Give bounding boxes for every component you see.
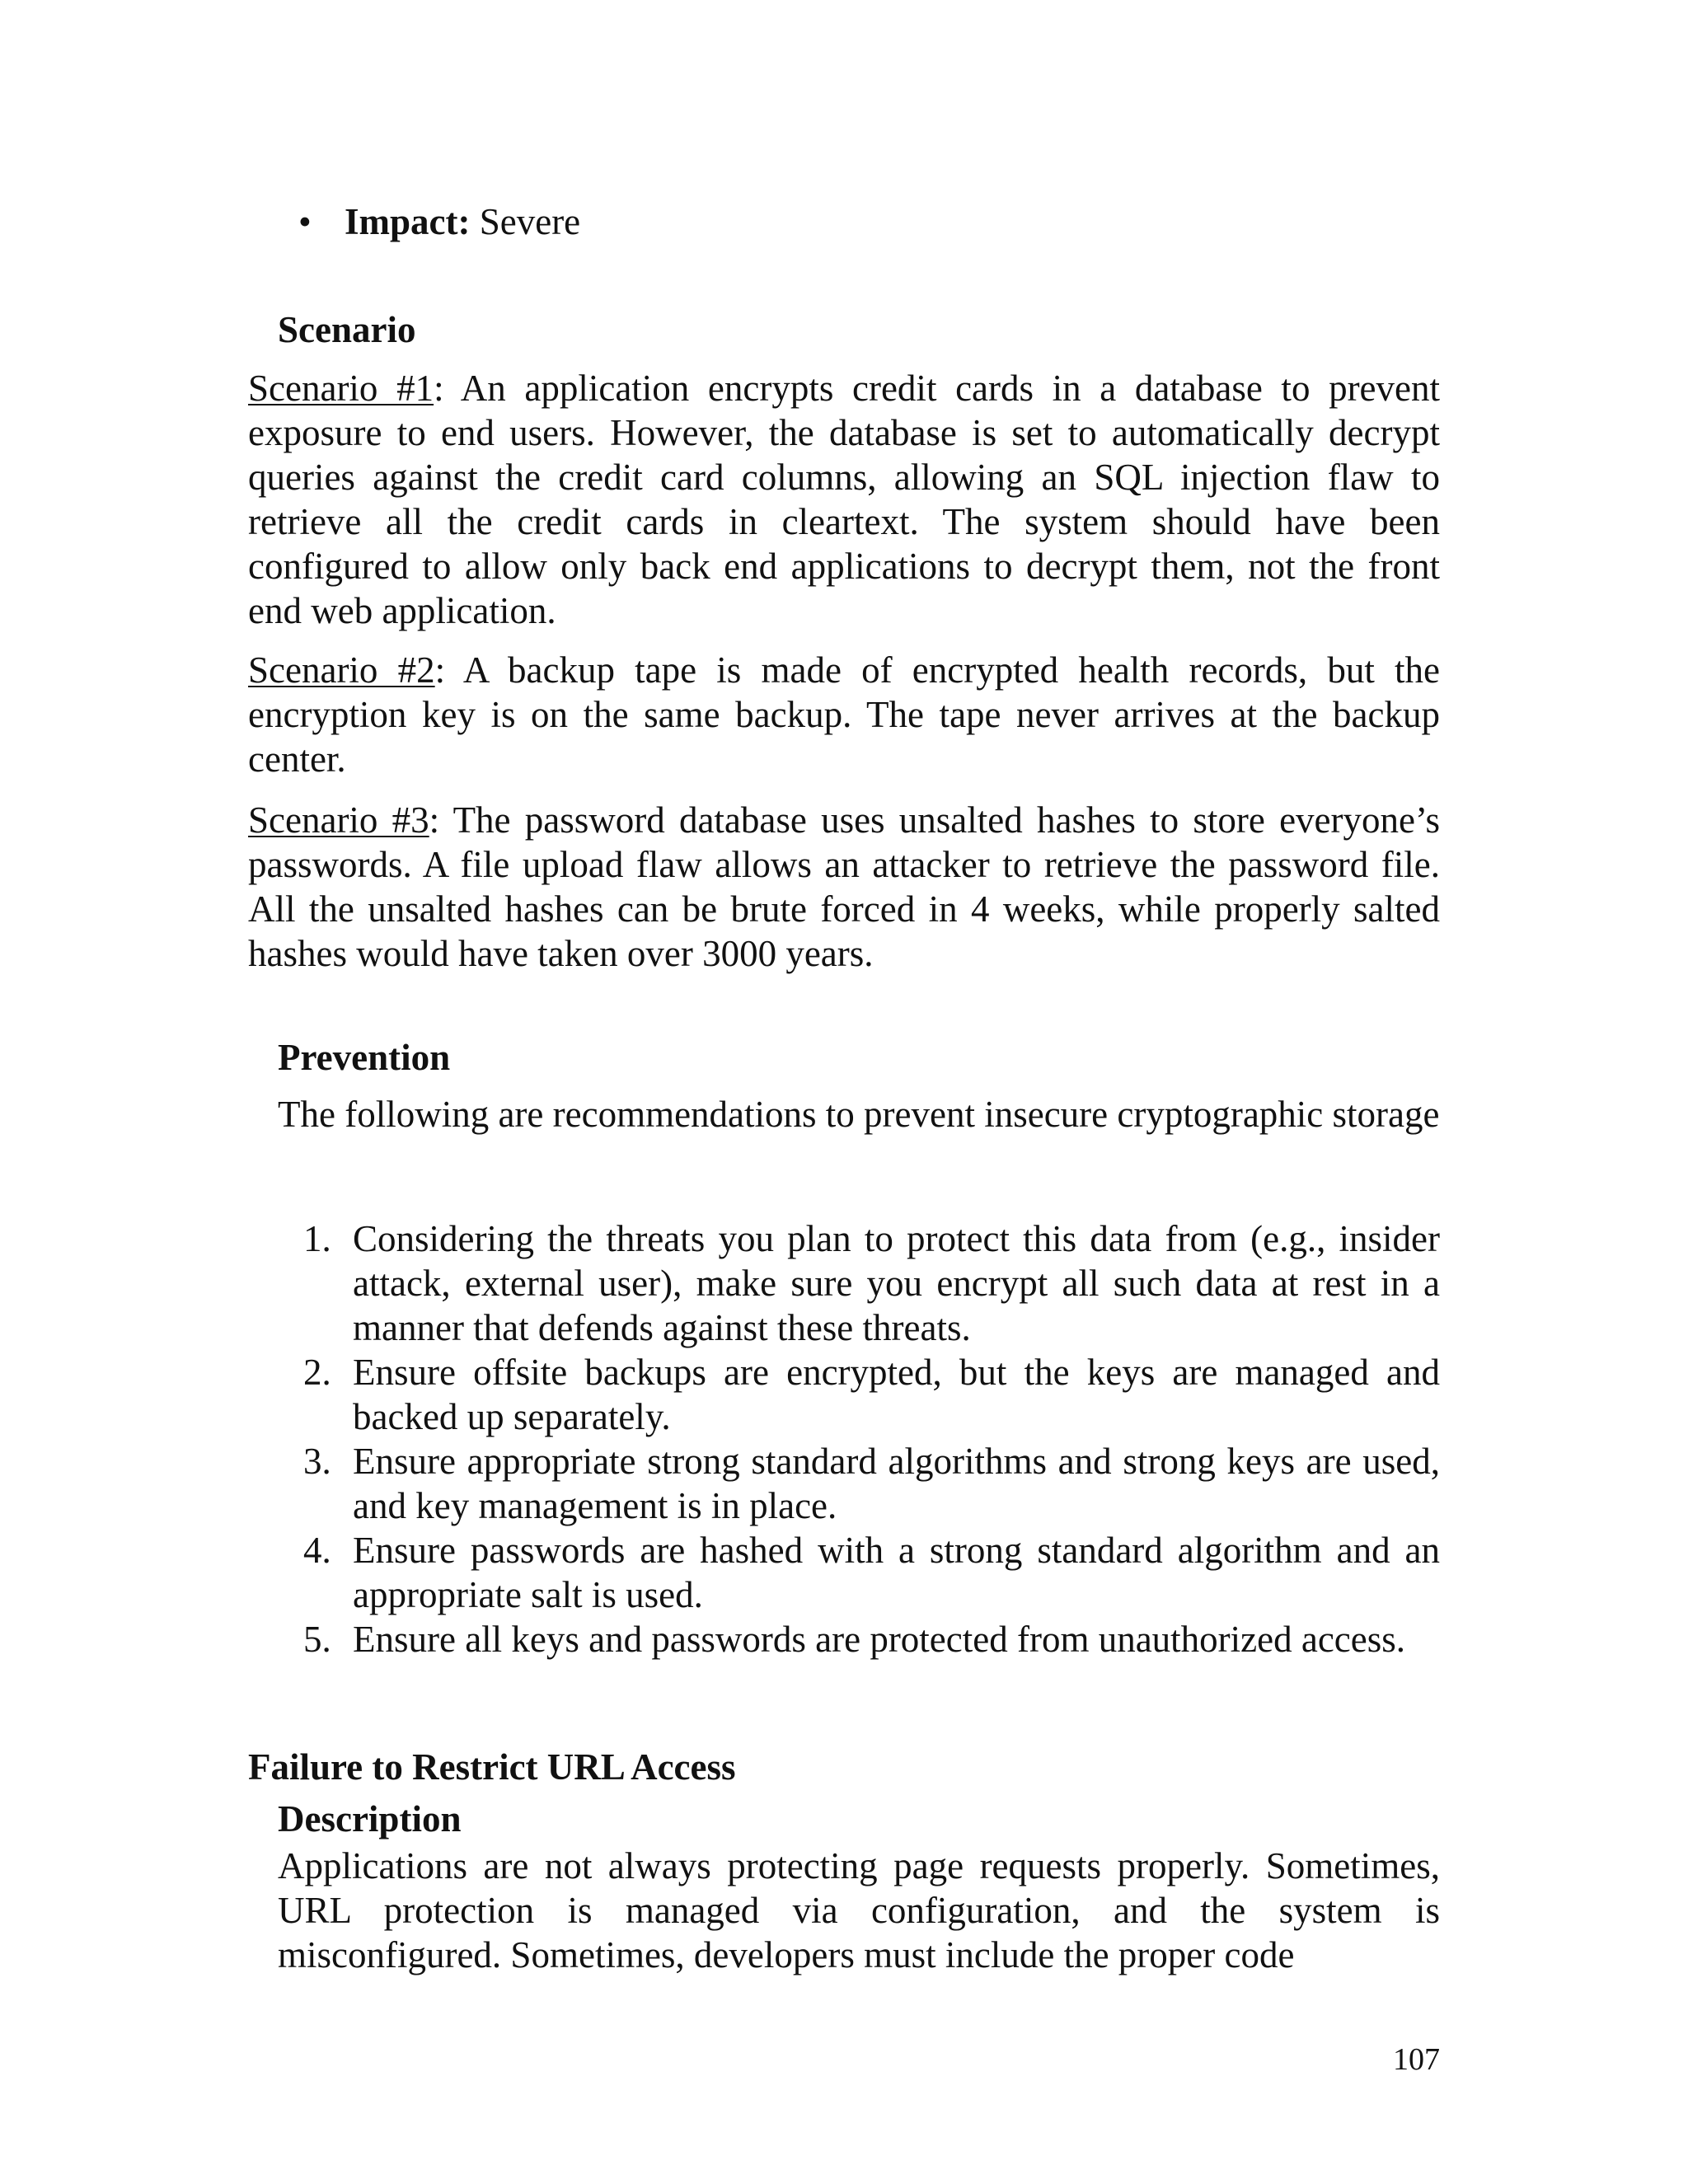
prevention-text-5: Ensure all keys and passwords are protected from unauthorized access. — [353, 1619, 1406, 1660]
prevention-number-1: 1. — [303, 1218, 331, 1259]
description-paragraph: Applications are not always protecting page requests properly. Sometimes, URL protection is managed via configuration, and the system is misconfigured. Sometimes, developers must include the proper code — [278, 1845, 1440, 1975]
impact-value: Severe — [470, 201, 581, 242]
scenario-paragraph-1 — [248, 366, 1440, 633]
prevention-text-1: Considering the threats you plan to protect this data from (e.g., insider attack, external user), make sure you encrypt all such data at rest in a manner that defends against these threats. — [353, 1218, 1440, 1348]
prevention-number-5: 5. — [303, 1619, 331, 1660]
scenario-paragraph-2 — [248, 648, 1440, 781]
scenario-text-1: : An application encrypts credit cards in a database to prevent exposure to end users. However, the database is set to automatically decrypt queries against the credit card columns, allowing an SQL injection flaw to retrieve all the credit cards in cleartext. The system should have been configured to allow only back end applications to decrypt them, not the front end web application. — [248, 368, 1441, 631]
scenario-label-1: Scenario #1 — [248, 368, 434, 409]
prevention-number-3: 3. — [303, 1441, 331, 1482]
prevention-item-1 — [297, 1216, 1440, 1350]
description-heading: Description — [278, 1798, 462, 1840]
prevention-text-2: Ensure offsite backups are encrypted, but the keys are managed and backed up separately. — [353, 1352, 1440, 1437]
impact-label: Impact: — [345, 201, 471, 242]
prevention-item-5 — [297, 1617, 1440, 1661]
scenario-text-3: : The password database uses unsalted hashes to store everyone’s passwords. A file upload flaw allows an attacker to retrieve the password file. All the unsalted hashes can be brute forced in 4 weeks, while properly salted hashes would have taken over 3000 years. — [248, 799, 1440, 974]
prevention-heading: Prevention — [278, 1037, 451, 1078]
prevention-text-3: Ensure appropriate strong standard algorithms and strong keys are used, and key management is in place. — [353, 1441, 1440, 1526]
scenario-paragraph-3 — [248, 798, 1440, 976]
prevention-item-3 — [297, 1439, 1440, 1528]
scenario-label-2: Scenario #2 — [248, 649, 435, 691]
bullet-icon: • — [298, 201, 312, 242]
prevention-number-2: 2. — [303, 1352, 331, 1393]
prevention-text-4: Ensure passwords are hashed with a strong standard algorithm and an appropriate salt is used. — [353, 1530, 1440, 1615]
prevention-number-4: 4. — [303, 1530, 331, 1571]
scenario-heading: Scenario — [278, 309, 416, 350]
impact-line — [345, 199, 580, 245]
scenario-label-3: Scenario #3 — [248, 799, 429, 841]
failure-section-heading: Failure to Restrict URL Access — [248, 1746, 736, 1788]
prevention-item-4 — [297, 1528, 1440, 1617]
prevention-item-2 — [297, 1350, 1440, 1439]
prevention-intro: The following are recommendations to prevent insecure cryptographic storage — [278, 1094, 1440, 1135]
prevention-list — [297, 1216, 1440, 1661]
scenario-text-2: : A backup tape is made of encrypted health records, but the encryption key is on the same backup. The tape never arrives at the backup center. — [248, 649, 1440, 780]
page-number: 107 — [1393, 2042, 1440, 2077]
